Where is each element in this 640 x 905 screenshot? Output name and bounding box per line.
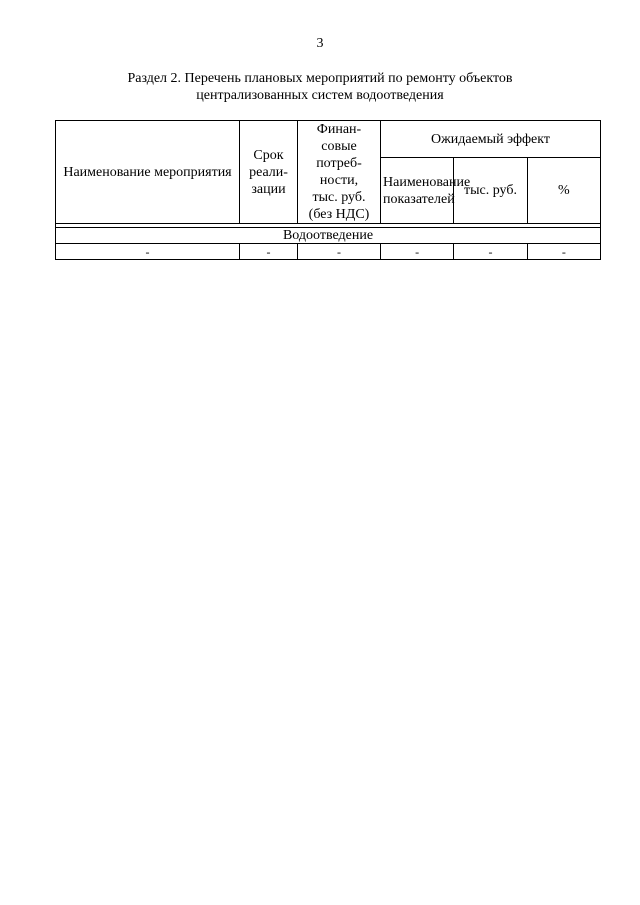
cell-percent: - <box>527 244 600 260</box>
header-expected-effect: Ожидаемый эффект <box>381 121 601 158</box>
table-header-row-1 <box>56 121 601 158</box>
section-title <box>0 70 640 104</box>
header-term <box>240 121 298 224</box>
header-term-text: Срок реали-зации <box>249 147 288 197</box>
cell-thousand-rub: - <box>454 244 527 260</box>
cell-measure-name: - <box>56 244 240 260</box>
cell-indicator-name: - <box>381 244 454 260</box>
cell-term: - <box>240 244 298 260</box>
header-financing: Финан- совые потреб- ности, тыс. руб. (без НДС) <box>298 121 381 224</box>
table-row <box>56 244 601 260</box>
section-label: Водоотведение <box>56 228 601 244</box>
header-measure-name: Наименование мероприятия <box>56 121 240 224</box>
header-percent: % <box>527 158 600 224</box>
section-title-line-2: централизованных систем водоотведения <box>196 88 444 103</box>
header-thousand-rub: тыс. руб. <box>454 158 527 224</box>
section-title-line-1: Раздел 2. Перечень плановых мероприятий по ремонту объектов <box>127 71 513 86</box>
measures-table <box>55 120 601 260</box>
page-number: 3 <box>316 36 324 51</box>
table-section-row <box>56 228 601 244</box>
cell-financing: - <box>298 244 381 260</box>
header-indicator-name: Наименование показателей <box>381 158 454 224</box>
